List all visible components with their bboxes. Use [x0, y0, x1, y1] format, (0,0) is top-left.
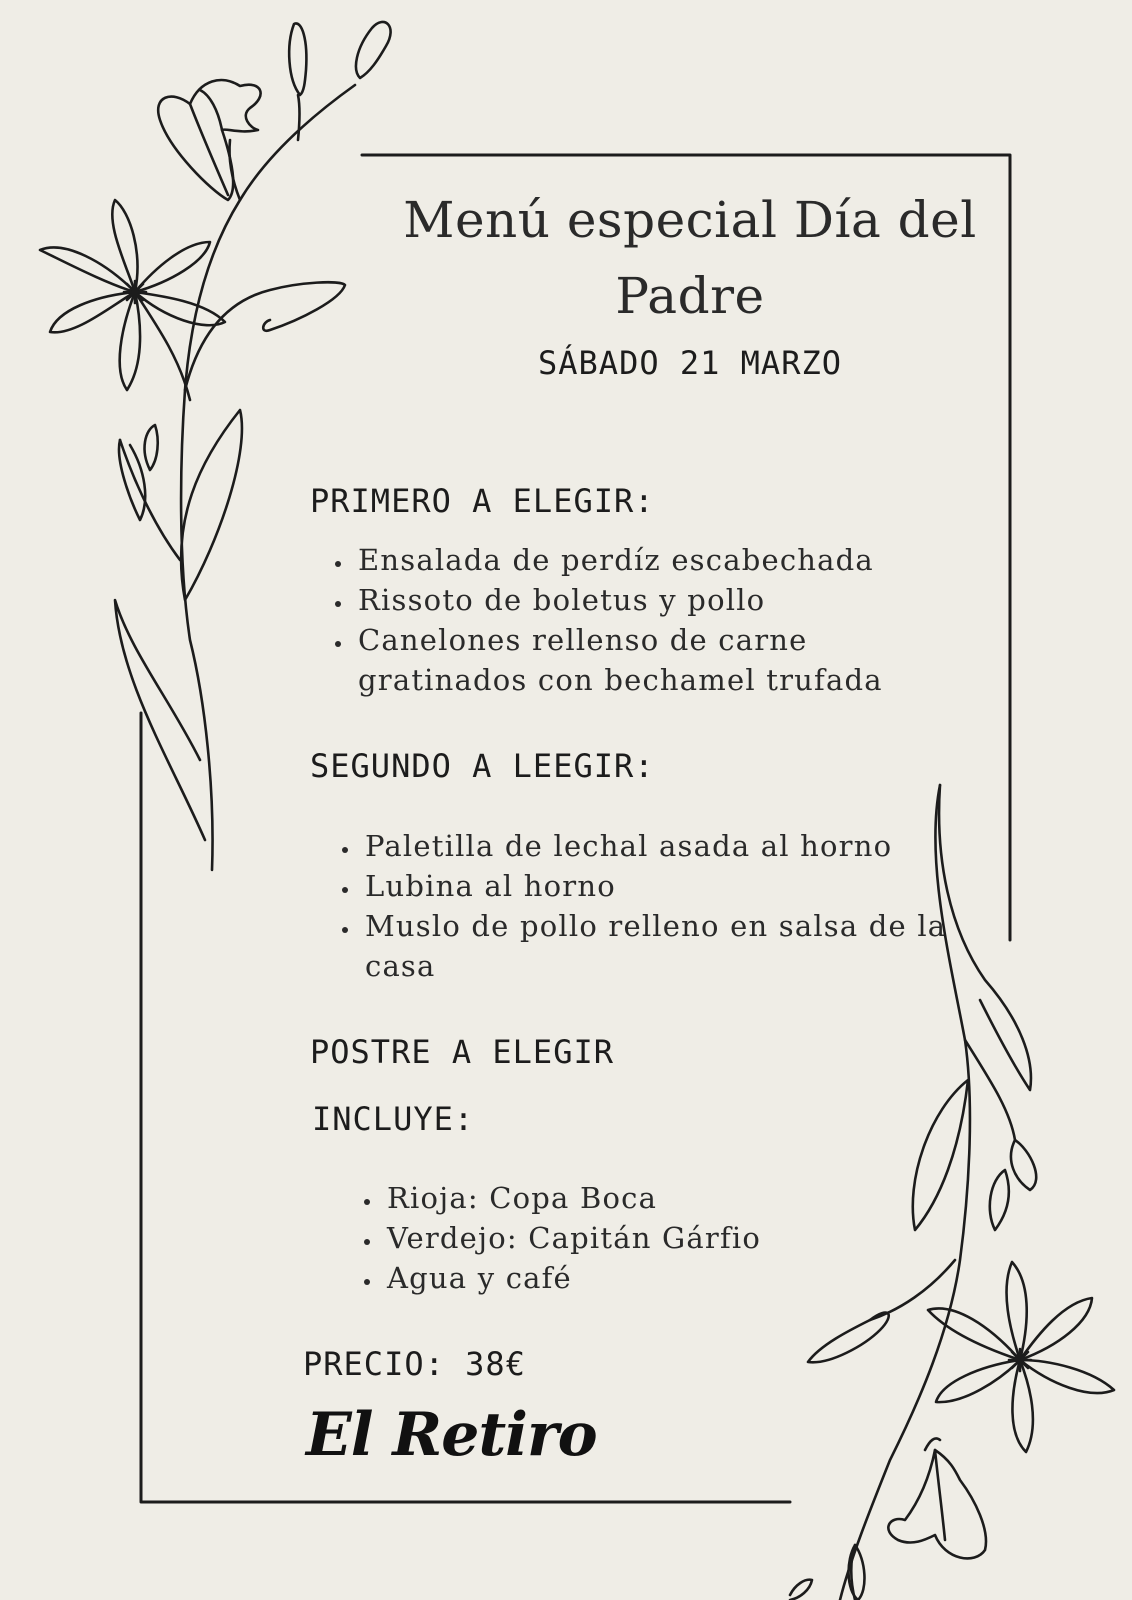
dessert-heading: POSTRE A ELEGIR: [310, 1033, 614, 1071]
menu-title-line1: Menú especial Día del: [403, 191, 977, 249]
list-item: • Rioja: Copa Boca: [383, 1178, 903, 1218]
list-item: • Ensalada de perdíz escabechada: [354, 540, 914, 580]
list-item: • Lubina al horno: [361, 866, 951, 906]
list-item: • Canelones rellenso de carne gratinados con bechamel trufada: [354, 620, 914, 700]
list-item: • Paletilla de lechal asada al horno: [361, 826, 951, 866]
brand-logo: El Retiro: [306, 1400, 597, 1470]
list-item: • Muslo de pollo relleno en salsa de la casa: [361, 906, 951, 986]
second-course-list: [329, 826, 951, 986]
menu-date: SÁBADO 21 MARZO: [538, 344, 842, 382]
list-item: • Rissoto de boletus y pollo: [354, 580, 914, 620]
first-course-heading: PRIMERO A ELEGIR:: [310, 482, 655, 520]
floral-branch-top-left-icon: [40, 22, 391, 870]
second-course-heading: SEGUNDO A LEEGIR:: [310, 747, 655, 785]
price: PRECIO: 38€: [303, 1345, 526, 1383]
list-item: • Verdejo: Capitán Gárfio: [383, 1218, 903, 1258]
list-item: • Agua y café: [383, 1258, 903, 1298]
includes-heading: INCLUYE:: [312, 1100, 475, 1138]
menu-title: [330, 182, 1050, 334]
first-course-list: [322, 540, 914, 700]
includes-list: [351, 1178, 903, 1298]
menu-title-line2: Padre: [615, 267, 765, 325]
